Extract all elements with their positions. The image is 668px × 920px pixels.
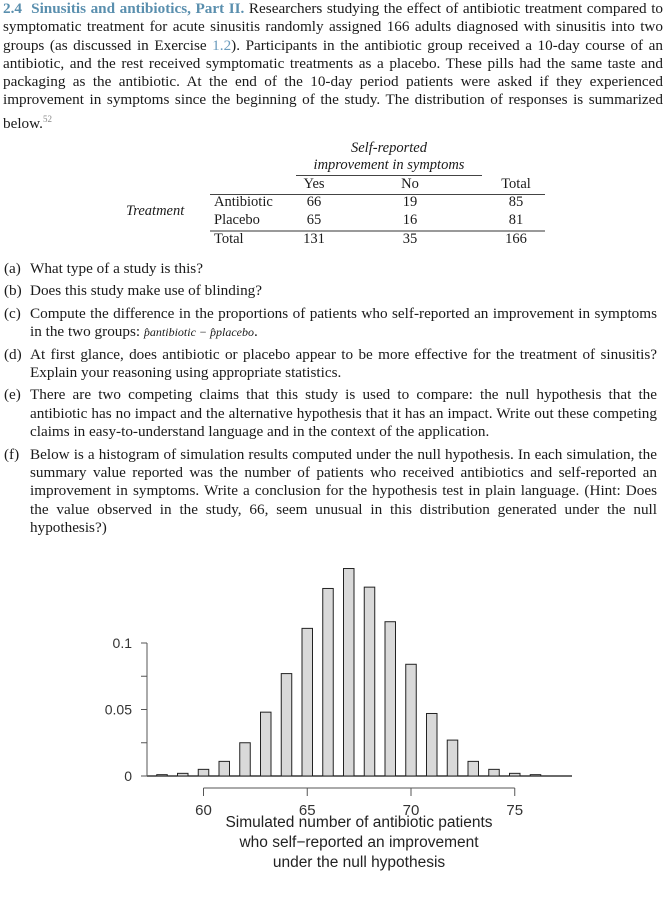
- question-label: (e): [4, 386, 21, 404]
- question-text: There are two competing claims that this study is used to compare: the null hypothesis that the antibiotic has no impact and the alternative hypothesis that it has an impact. Write out these competing claims in easy-to-understand language and in the context of the application.: [30, 386, 657, 441]
- question-text: At first glance, does antibiotic or placebo appear to be more effective for the treatment of sinusitis? Explain your reasoning using appropriate statistics.: [30, 345, 657, 382]
- row-group-label: Treatment: [126, 203, 185, 219]
- exercise-intro-text-2: ). Participants in the antibiotic group received a 10-day course of an antibiotic, and the rest received symptomatic treatments as a placebo. These pills had the same taste and packaging as the antibiotic. At the end of the 10-day period patients were asked if they experienced improvement in symptoms since the beginning of the study. The distribution of responses is summarized below.: [3, 36, 663, 132]
- exercise-intro: [3, 0, 663, 133]
- footnote-marker[interactable]: 52: [42, 113, 52, 124]
- exercise-intro-text-1: Researchers studying the effect of antibiotic treatment compared to symptomatic treatment for acute sinusitis randomly assigned 166 adults diagnosed with sinusitis into two groups (as discussed in Exercise: [3, 0, 664, 54]
- exercise-number: 2.4: [3, 0, 22, 17]
- histogram-bar: [323, 588, 334, 776]
- exercise-title: Sinusitis and antibiotics, Part II.: [31, 0, 245, 17]
- y-tick-label: 0.1: [112, 635, 132, 651]
- histogram-bar: [510, 773, 521, 776]
- null-distribution-histogram: [0, 540, 668, 920]
- table-group-header-line2: improvement in symptoms: [313, 157, 465, 173]
- cell-placebo-yes: 65: [306, 212, 322, 228]
- histogram-bar: [198, 769, 209, 776]
- x-axis-label-line2: who self−reported an improvement: [239, 834, 479, 851]
- histogram-bar: [157, 775, 168, 776]
- question-label: (d): [4, 345, 22, 363]
- histogram-bar: [406, 664, 417, 776]
- cell-total-no: 35: [402, 231, 418, 247]
- x-axis-label: [159, 813, 559, 873]
- cell-antibiotic-no: 19: [402, 194, 418, 210]
- cell-total-yes: 131: [303, 231, 325, 247]
- cell-placebo-total: 81: [508, 212, 524, 228]
- question-text: Does this study make use of blinding?: [30, 282, 263, 300]
- histogram-bar: [530, 775, 541, 776]
- column-header-no: No: [401, 176, 419, 192]
- histogram-bar: [178, 773, 189, 776]
- x-axis-label-line3: under the null hypothesis: [272, 854, 446, 871]
- question-b: [0, 282, 668, 300]
- row-label-total: Total: [214, 231, 244, 247]
- table-group-header-line1: Self-reported: [351, 140, 427, 156]
- histogram-bar: [240, 743, 251, 776]
- question-c: [0, 305, 668, 342]
- question-text: Compute the difference in the proportions of patients who self-reported an improvement in symptoms in the two groups:: [30, 304, 657, 341]
- question-list: [0, 260, 668, 542]
- column-header-total: Total: [501, 176, 531, 192]
- histogram-bar: [302, 628, 313, 776]
- column-header-yes: Yes: [303, 176, 325, 192]
- histogram-bar: [468, 761, 479, 776]
- histogram-bar: [385, 622, 396, 776]
- exercise-reference-link[interactable]: 1.2: [212, 36, 232, 54]
- cell-total-total: 166: [505, 231, 527, 247]
- question-label: (f): [4, 445, 20, 463]
- x-tick-label: 65: [298, 802, 316, 819]
- x-tick-label: 60: [195, 802, 212, 819]
- question-text: Below is a histogram of simulation results computed under the null hypothesis. In each simulation, the summary value reported was the number of patients who received antibiotics and self-reported an improvement in symptoms. Write a conclusion for the hypothesis test in plain language. (Hint: Does the value observed in the study, 66, seem unusual in this distribution generated under the null hypothesis?): [30, 445, 657, 537]
- histogram-bar: [364, 587, 375, 776]
- question-label: (b): [4, 282, 22, 300]
- row-label-placebo: Placebo: [214, 212, 260, 228]
- histogram-bar: [447, 740, 458, 776]
- question-suffix: .: [254, 323, 258, 341]
- question-a: [0, 260, 668, 278]
- x-tick-label: 70: [402, 802, 420, 819]
- histogram-bar: [219, 761, 230, 776]
- cell-antibiotic-yes: 66: [306, 194, 322, 210]
- math-expression: p̂antibiotic − p̂placebo: [143, 325, 254, 340]
- histogram-bar: [281, 674, 292, 776]
- question-text: What type of a study is this?: [30, 260, 203, 277]
- y-tick-label: 0.05: [104, 701, 132, 718]
- question-f: [0, 446, 668, 538]
- histogram-bar: [344, 569, 355, 776]
- histogram-bar: [489, 769, 500, 776]
- cell-placebo-no: 16: [402, 212, 418, 228]
- x-axis-label-line1: Simulated number of antibiotic patients: [225, 814, 493, 831]
- question-d: [0, 346, 668, 383]
- question-label: (c): [4, 304, 21, 322]
- question-e: [0, 386, 668, 441]
- row-label-antibiotic: Antibiotic: [214, 194, 273, 210]
- cell-antibiotic-total: 85: [508, 194, 524, 210]
- question-label: (a): [4, 260, 21, 277]
- y-tick-label: 0: [124, 768, 132, 784]
- histogram-bar: [427, 713, 438, 776]
- x-tick-label: 75: [506, 802, 524, 819]
- histogram-bar: [261, 712, 272, 776]
- contingency-table: [0, 138, 668, 250]
